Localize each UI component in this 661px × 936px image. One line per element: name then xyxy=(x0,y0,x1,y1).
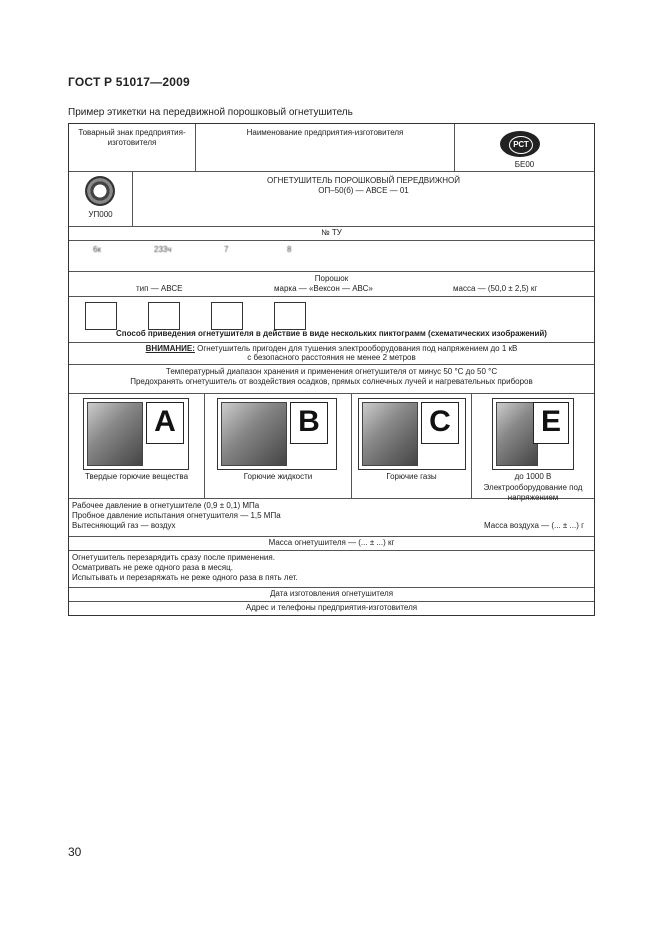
seal-code: УП000 xyxy=(88,210,113,219)
certification-mark-letters: РСТ xyxy=(509,136,533,154)
working-pressure: Рабочее давление в огнетушителе (0,9 ± 0,1) МПа xyxy=(72,501,260,510)
fire-class-a-caption: Твердые горючие вещества xyxy=(84,472,189,481)
pictogram-placeholder xyxy=(148,302,180,330)
page-number: 30 xyxy=(68,845,82,859)
test-pressure: Пробное давление испытания огнетушителя — 1,5 МПа xyxy=(72,511,281,520)
pictograms-caption: Способ приведения огнетушителя в действие в виде нескольких пиктограмм (схематических изображений) xyxy=(116,329,547,338)
instruction-test: Испытывать и перезаряжать не реже одного раза в пять лет. xyxy=(72,573,298,582)
fire-class-c-caption: Горючие газы xyxy=(386,472,437,481)
fire-class-b-sign xyxy=(217,398,337,470)
protection-text: Предохранять огнетушитель от воздействия осадков, прямых солнечных лучей и нагревательных приборов xyxy=(130,377,533,386)
trademark-cell: Товарный знак предприятия-изготовителя xyxy=(69,124,196,171)
warning-text: Огнетушитель пригоден для тушения электрооборудования под напряжением до 1 кВ xyxy=(197,344,518,353)
temperature-text: Температурный диапазон хранения и применения огнетушителя от минус 50 °С до 50 °С xyxy=(165,367,498,376)
fire-class-b-caption: Горючие жидкости xyxy=(243,472,313,481)
label-top-row xyxy=(69,124,594,172)
electrical-hazard-icon xyxy=(496,402,538,466)
powder-row xyxy=(69,272,594,297)
certification-code: БЕ00 xyxy=(514,160,535,169)
letter-e: E xyxy=(533,402,569,444)
fire-classes-row xyxy=(69,394,594,502)
instruction-inspect: Осматривать не реже одного раза в месяц. xyxy=(72,563,233,572)
solid-fuel-fire-icon xyxy=(87,402,143,466)
powder-mass: масса — (50,0 ± 2,5) кг xyxy=(453,284,538,293)
fire-class-e xyxy=(472,394,594,502)
letter-b: B xyxy=(290,402,328,444)
fire-class-c-sign xyxy=(358,398,466,470)
document-header: ГОСТ Р 51017—2009 xyxy=(68,75,190,89)
instructions-row xyxy=(69,551,594,588)
liquid-fire-icon xyxy=(221,402,287,466)
pictograms-row xyxy=(69,297,594,343)
obscured-mark: 6к xyxy=(93,245,101,254)
fire-class-e-sign xyxy=(492,398,574,470)
label-product-row xyxy=(69,172,594,227)
pictogram-placeholder xyxy=(85,302,117,330)
powder-brand: марка — «Вексон — АВС» xyxy=(274,284,373,293)
powder-label: Порошок xyxy=(314,274,349,283)
instruction-recharge: Огнетушитель перезарядить сразу после применения. xyxy=(72,553,275,562)
product-title: ОГНЕТУШИТЕЛЬ ПОРОШКОВЫЙ ПЕРЕДВИЖНОЙ xyxy=(267,176,460,185)
fire-class-e-caption: Электрооборудование под напряжением xyxy=(483,483,583,502)
air-mass: Масса воздуха — (... ± ...) г xyxy=(484,521,584,530)
obscured-mark: 7 xyxy=(224,245,229,254)
conformity-seal-icon xyxy=(85,176,115,206)
pictogram-placeholder xyxy=(274,302,306,330)
seal-cell xyxy=(69,172,133,226)
pictogram-placeholder xyxy=(211,302,243,330)
product-cell xyxy=(133,172,594,226)
fire-class-b xyxy=(205,394,352,498)
pressure-row xyxy=(69,499,594,537)
obscured-mark: 233ч xyxy=(154,245,172,254)
manufacture-date: Дата изготовления огнетушителя xyxy=(69,588,594,602)
fire-class-a xyxy=(69,394,205,498)
warning-row xyxy=(69,343,594,365)
storage-row xyxy=(69,365,594,394)
powder-type: тип — АВСЕ xyxy=(136,284,183,293)
gas-fire-icon xyxy=(362,402,418,466)
letter-c: C xyxy=(421,402,459,444)
certification-cell xyxy=(455,124,594,171)
letter-a: A xyxy=(146,402,184,444)
obscured-mark: 8 xyxy=(287,245,292,254)
warning-distance: с безопасного расстояния не менее 2 метров xyxy=(247,353,416,362)
extinguisher-label xyxy=(68,123,595,616)
extinguisher-mass: Масса огнетушителя — (... ± ...) кг xyxy=(69,537,594,551)
product-model: ОП–50(б) — АВСЕ — 01 xyxy=(318,186,409,195)
fire-class-c xyxy=(352,394,472,498)
figure-caption: Пример этикетки на передвижной порошковый огнетушитель xyxy=(68,107,353,118)
certification-mark-icon xyxy=(500,131,540,157)
propellant-gas: Вытесняющий газ — воздух xyxy=(72,521,176,530)
manufacturer-name-cell: Наименование предприятия-изготовителя xyxy=(196,124,455,171)
manufacturer-address: Адрес и телефоны предприятия-изготовителя xyxy=(245,603,418,612)
fire-class-e-voltage: до 1000 В xyxy=(514,472,552,481)
obscured-marks-row xyxy=(69,241,594,272)
tu-number: № ТУ xyxy=(69,227,594,241)
warning-word: ВНИМАНИЕ: xyxy=(145,344,195,353)
fire-class-a-sign xyxy=(83,398,189,470)
